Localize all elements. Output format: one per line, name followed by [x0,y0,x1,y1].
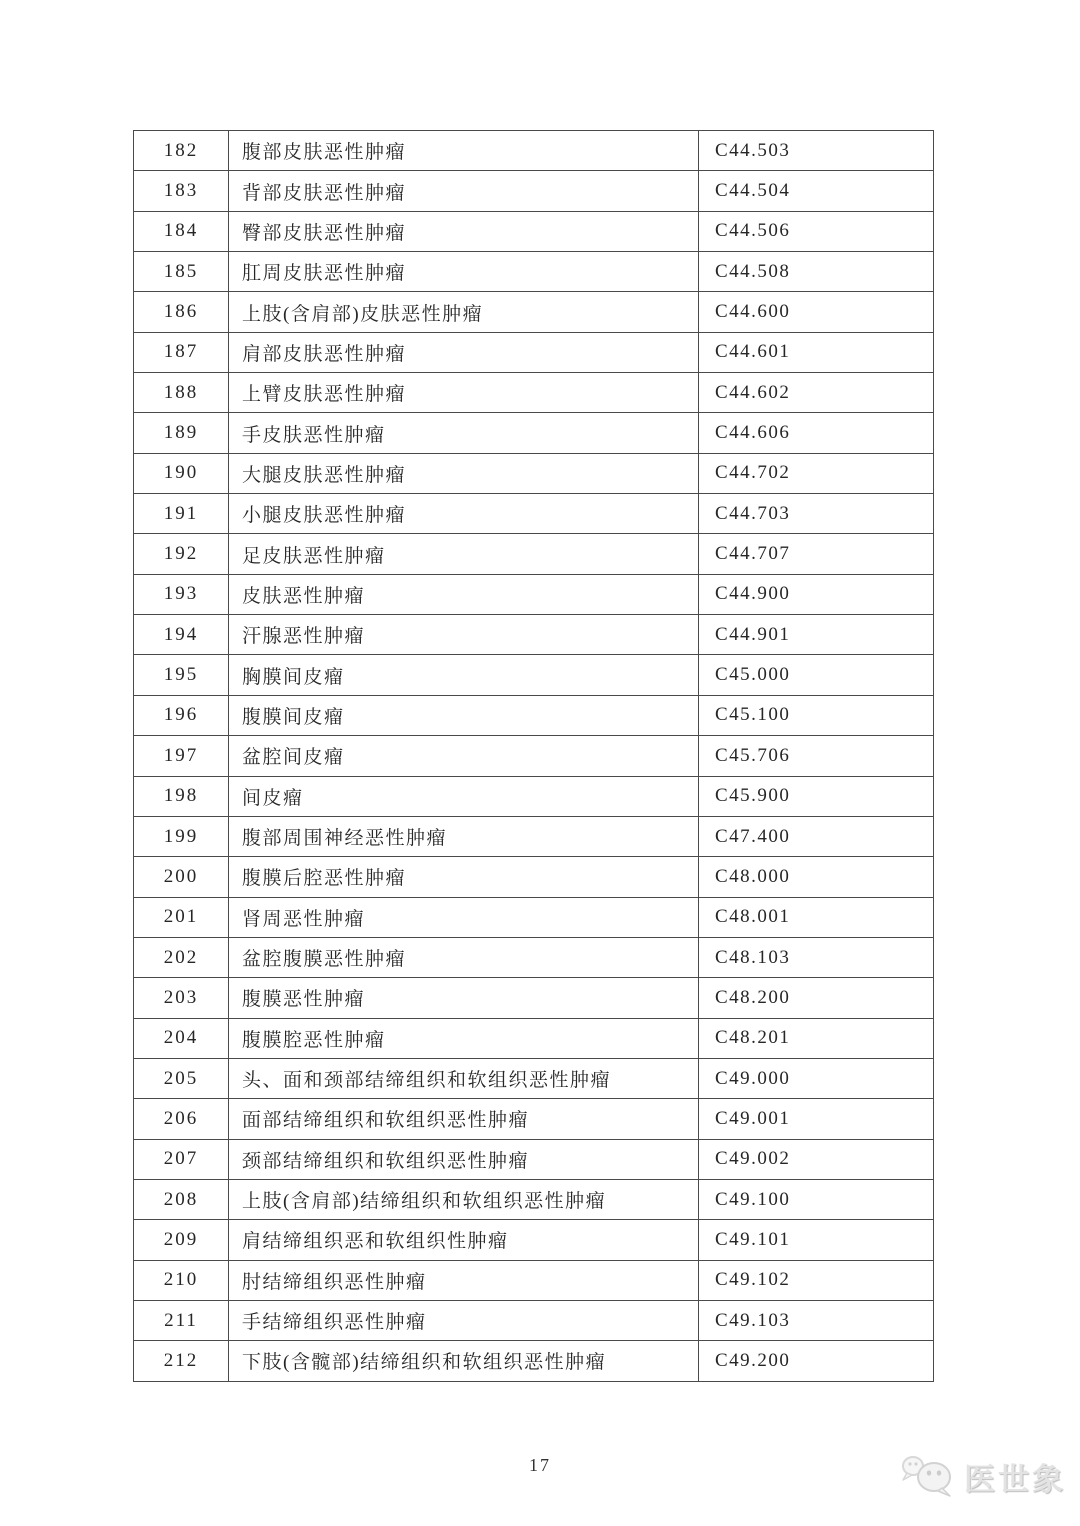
row-number: 199 [134,816,229,856]
disease-code: C45.000 [699,655,934,695]
table-row [134,695,934,735]
row-number: 210 [134,1260,229,1300]
table-row [134,736,934,776]
row-number: 201 [134,897,229,937]
disease-name: 上肢(含肩部)结缔组织和软组织恶性肿瘤 [229,1179,699,1219]
table-row [134,332,934,372]
row-number: 192 [134,534,229,574]
row-number: 183 [134,171,229,211]
disease-code: C49.100 [699,1179,934,1219]
disease-name: 腹膜后腔恶性肿瘤 [229,857,699,897]
disease-code: C44.601 [699,332,934,372]
row-number: 202 [134,937,229,977]
table-row [134,373,934,413]
disease-code: C48.001 [699,897,934,937]
row-number: 196 [134,695,229,735]
table-row [134,1300,934,1340]
row-number: 207 [134,1139,229,1179]
disease-code: C49.002 [699,1139,934,1179]
table-row [134,655,934,695]
page-number: 17 [529,1455,551,1475]
row-number: 188 [134,373,229,413]
table-row [134,857,934,897]
table-row [134,494,934,534]
disease-code: C44.900 [699,574,934,614]
disease-code: C44.702 [699,453,934,493]
disease-name: 盆腔间皮瘤 [229,736,699,776]
disease-name: 上肢(含肩部)皮肤恶性肿瘤 [229,292,699,332]
disease-code: C49.102 [699,1260,934,1300]
table-row [134,937,934,977]
disease-name: 肛周皮肤恶性肿瘤 [229,252,699,292]
table-row [134,978,934,1018]
disease-name: 腹膜间皮瘤 [229,695,699,735]
row-number: 182 [134,131,229,171]
disease-code: C48.201 [699,1018,934,1058]
disease-name: 颈部结缔组织和软组织恶性肿瘤 [229,1139,699,1179]
row-number: 193 [134,574,229,614]
row-number: 184 [134,211,229,251]
table-row [134,171,934,211]
disease-code: C44.707 [699,534,934,574]
disease-name: 大腿皮肤恶性肿瘤 [229,453,699,493]
row-number: 200 [134,857,229,897]
table-row [134,615,934,655]
disease-code: C49.000 [699,1058,934,1098]
disease-code: C49.200 [699,1341,934,1381]
disease-code: C48.000 [699,857,934,897]
disease-name: 汗腺恶性肿瘤 [229,615,699,655]
disease-code: C45.100 [699,695,934,735]
table-row [134,1341,934,1381]
disease-name: 肾周恶性肿瘤 [229,897,699,937]
row-number: 189 [134,413,229,453]
row-number: 187 [134,332,229,372]
table-row [134,534,934,574]
codes-table-body [134,131,934,1382]
wechat-icon [900,1452,958,1500]
row-number: 198 [134,776,229,816]
row-number: 197 [134,736,229,776]
row-number: 208 [134,1179,229,1219]
disease-code: C45.706 [699,736,934,776]
row-number: 206 [134,1099,229,1139]
disease-code: C44.508 [699,252,934,292]
disease-code: C49.001 [699,1099,934,1139]
table-row [134,1139,934,1179]
disease-code: C44.503 [699,131,934,171]
row-number: 205 [134,1058,229,1098]
brand-watermark [900,1452,1066,1500]
disease-code: C49.103 [699,1300,934,1340]
disease-name: 手皮肤恶性肿瘤 [229,413,699,453]
table-row [134,1260,934,1300]
row-number: 185 [134,252,229,292]
disease-name: 上臂皮肤恶性肿瘤 [229,373,699,413]
disease-code: C48.103 [699,937,934,977]
disease-name: 面部结缔组织和软组织恶性肿瘤 [229,1099,699,1139]
disease-code: C44.602 [699,373,934,413]
table-row [134,1179,934,1219]
row-number: 212 [134,1341,229,1381]
disease-code: C45.900 [699,776,934,816]
table-row [134,1099,934,1139]
row-number: 211 [134,1300,229,1340]
row-number: 190 [134,453,229,493]
disease-code: C49.101 [699,1220,934,1260]
disease-name: 头、面和颈部结缔组织和软组织恶性肿瘤 [229,1058,699,1098]
row-number: 204 [134,1018,229,1058]
table-row [134,897,934,937]
disease-code-table [133,130,934,1382]
disease-name: 腹膜腔恶性肿瘤 [229,1018,699,1058]
table-row [134,816,934,856]
disease-code: C44.703 [699,494,934,534]
row-number: 195 [134,655,229,695]
table-row [134,1058,934,1098]
disease-name: 盆腔腹膜恶性肿瘤 [229,937,699,977]
disease-name: 胸膜间皮瘤 [229,655,699,695]
table-row [134,413,934,453]
row-number: 191 [134,494,229,534]
disease-code: C44.606 [699,413,934,453]
disease-name: 足皮肤恶性肿瘤 [229,534,699,574]
table-row [134,292,934,332]
row-number: 203 [134,978,229,1018]
disease-code: C44.506 [699,211,934,251]
disease-name: 肘结缔组织恶性肿瘤 [229,1260,699,1300]
disease-name: 肩部皮肤恶性肿瘤 [229,332,699,372]
table-row [134,1018,934,1058]
disease-code: C44.600 [699,292,934,332]
disease-name: 间皮瘤 [229,776,699,816]
disease-name: 臀部皮肤恶性肿瘤 [229,211,699,251]
disease-name: 手结缔组织恶性肿瘤 [229,1300,699,1340]
row-number: 186 [134,292,229,332]
table-row [134,574,934,614]
disease-name: 腹膜恶性肿瘤 [229,978,699,1018]
brand-name: 医世象 [964,1461,1066,1497]
disease-code: C44.901 [699,615,934,655]
disease-name: 腹部皮肤恶性肿瘤 [229,131,699,171]
disease-code: C44.504 [699,171,934,211]
disease-name: 皮肤恶性肿瘤 [229,574,699,614]
disease-name: 下肢(含髋部)结缔组织和软组织恶性肿瘤 [229,1341,699,1381]
table-row [134,776,934,816]
disease-code: C48.200 [699,978,934,1018]
disease-name: 背部皮肤恶性肿瘤 [229,171,699,211]
table-row [134,131,934,171]
table-row [134,252,934,292]
disease-name: 小腿皮肤恶性肿瘤 [229,494,699,534]
table-row [134,211,934,251]
disease-name: 肩结缔组织恶和软组织性肿瘤 [229,1220,699,1260]
disease-name: 腹部周围神经恶性肿瘤 [229,816,699,856]
table-row [134,453,934,493]
row-number: 209 [134,1220,229,1260]
table-row [134,1220,934,1260]
disease-code: C47.400 [699,816,934,856]
row-number: 194 [134,615,229,655]
